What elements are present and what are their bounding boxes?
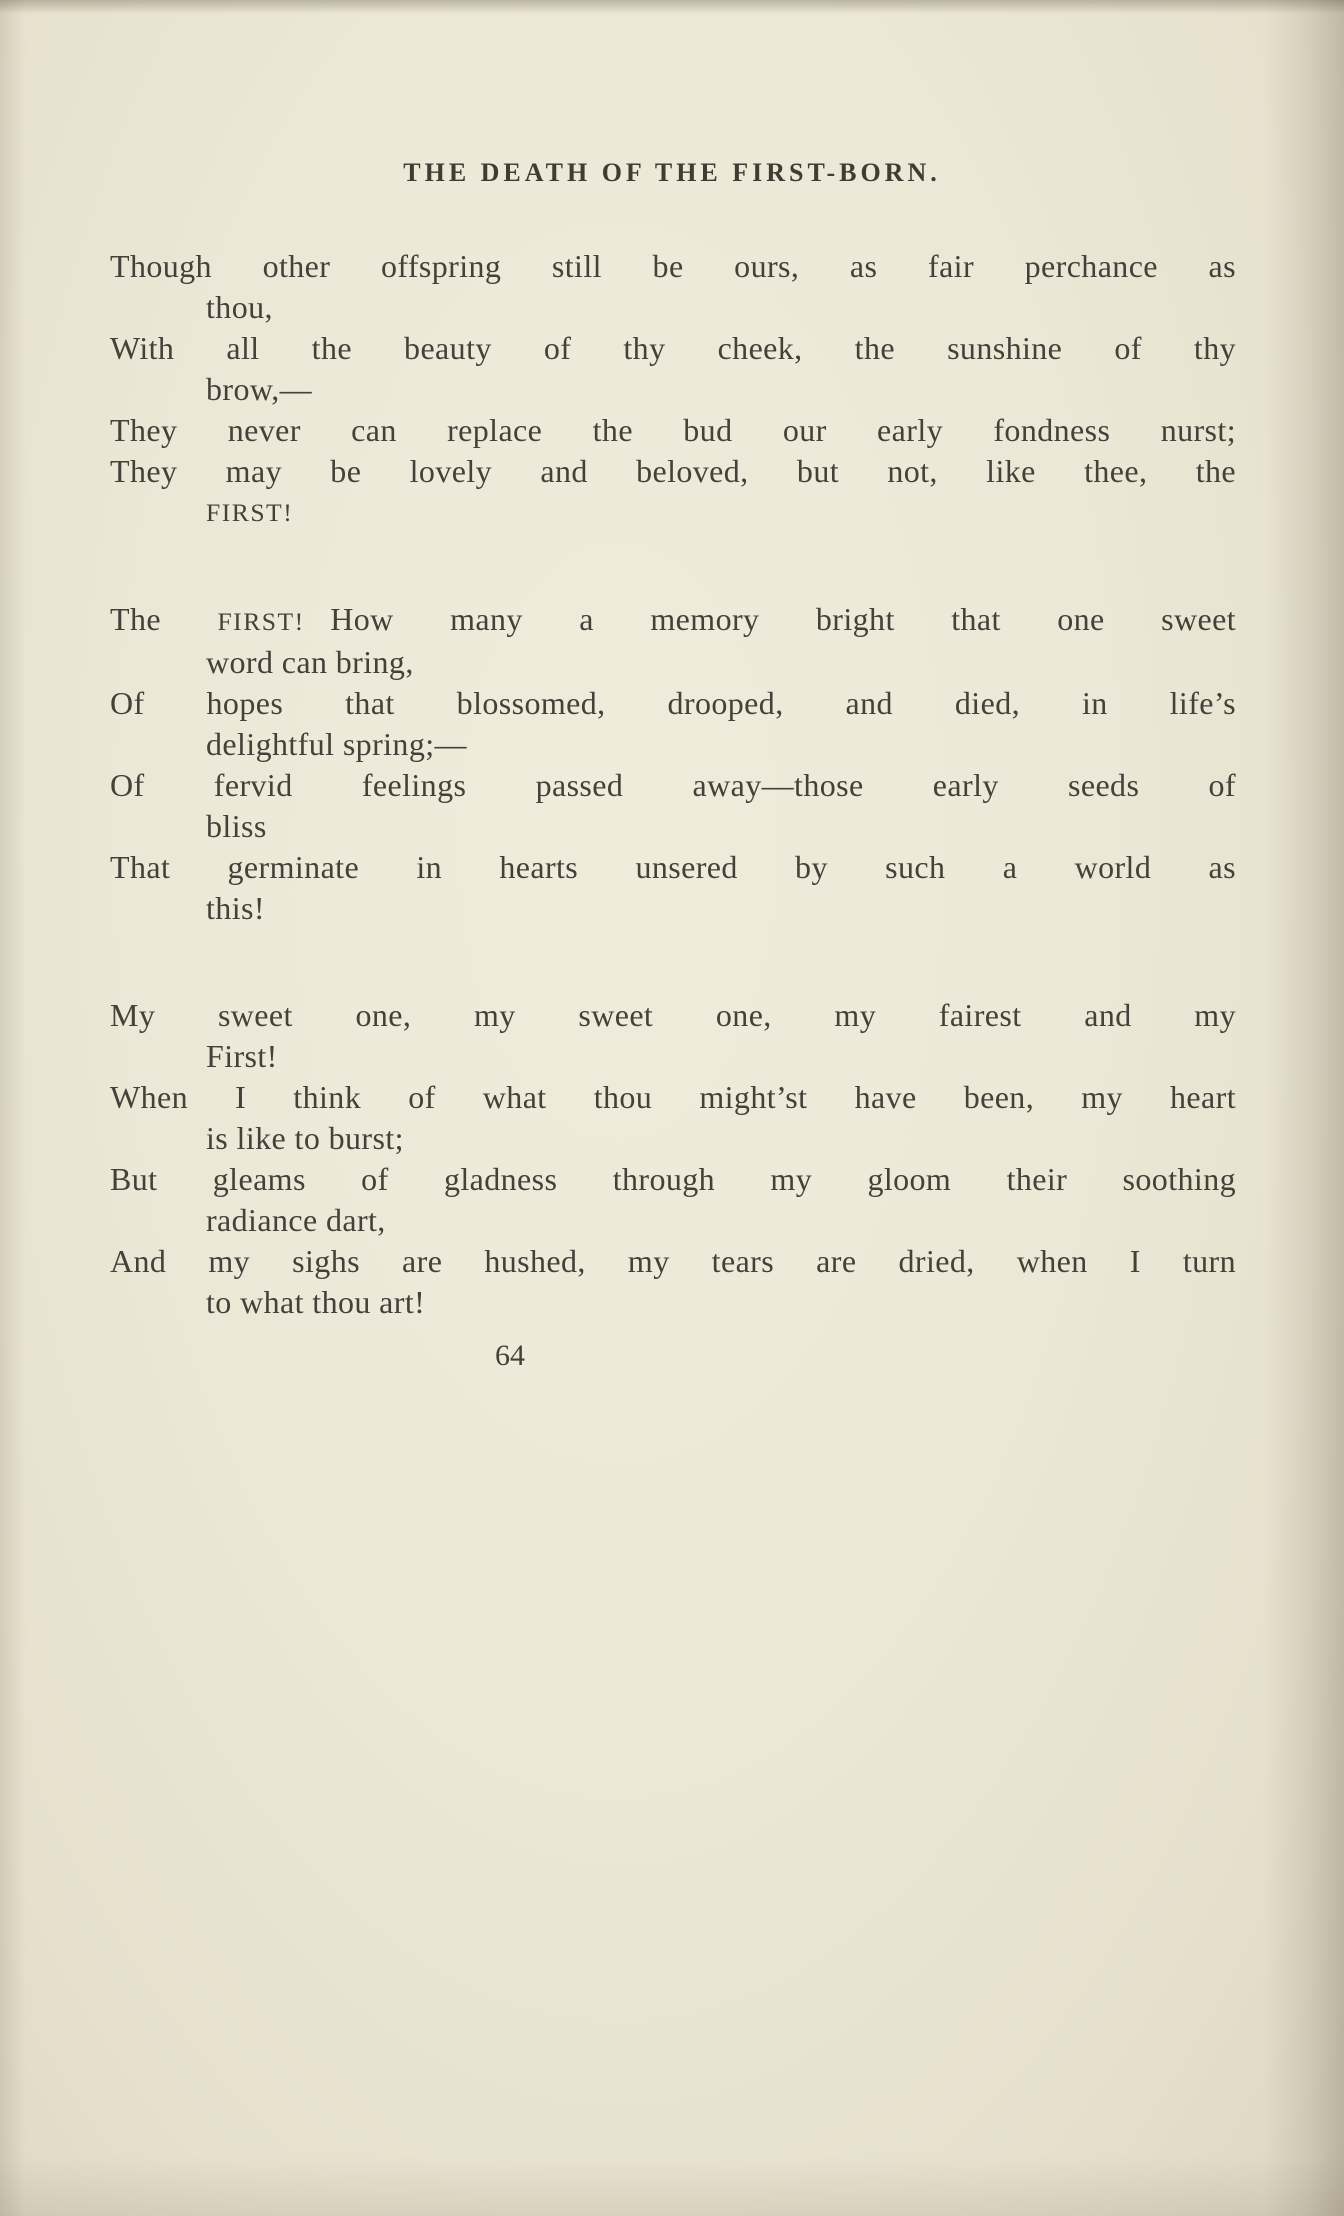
poem-text: The bbox=[110, 601, 218, 637]
poem-line: But gleams of gladness through my gloom their soothing bbox=[110, 1161, 1236, 1197]
page-header: THE DEATH OF THE FIRST-BORN. bbox=[403, 158, 941, 187]
page-edge-shadow-left bbox=[0, 0, 26, 2216]
poem-line: First! bbox=[206, 1038, 278, 1074]
poem-line: FIRST! bbox=[206, 498, 294, 527]
stanza-1 bbox=[110, 246, 1236, 533]
page-edge-shadow-right bbox=[1264, 0, 1344, 2216]
stanza-3 bbox=[110, 995, 1236, 1323]
poem-line: brow,— bbox=[206, 371, 313, 407]
poem-line bbox=[110, 599, 1236, 642]
poem-line: That germinate in hearts unsered by such a world as bbox=[110, 849, 1236, 885]
poem bbox=[110, 246, 1236, 1323]
poem-line: bliss bbox=[206, 808, 267, 844]
poem-line: delightful spring;— bbox=[206, 726, 467, 762]
poem-line: When I think of what thou might’st have been, my heart bbox=[110, 1079, 1236, 1115]
poem-line: is like to burst; bbox=[206, 1120, 404, 1156]
poem-line: My sweet one, my sweet one, my fairest and my bbox=[110, 997, 1236, 1033]
poem-line: And my sighs are hushed, my tears are dried, when I turn bbox=[110, 1243, 1236, 1279]
poem-text-smallcaps: FIRST! bbox=[217, 607, 305, 636]
poem-line: Of fervid feelings passed away—those early seeds of bbox=[110, 767, 1236, 803]
poem-line: word can bring, bbox=[206, 644, 414, 680]
page-edge-shadow-bottom bbox=[0, 2156, 1344, 2216]
poem-line: Though other offspring still be ours, as fair perchance as bbox=[110, 248, 1236, 284]
poem-line: radiance dart, bbox=[206, 1202, 386, 1238]
poem-line: this! bbox=[206, 890, 265, 926]
page-number: 64 bbox=[495, 1339, 525, 1372]
poem-line: to what thou art! bbox=[206, 1284, 426, 1320]
poem-line: With all the beauty of thy cheek, the sunshine of thy bbox=[110, 330, 1236, 366]
poem-line: They may be lovely and beloved, but not, like thee, the bbox=[110, 453, 1236, 489]
poem-line: They never can replace the bud our early fondness nurst; bbox=[110, 412, 1236, 448]
poem-line: Of hopes that blossomed, drooped, and died, in life’s bbox=[110, 685, 1236, 721]
stanza-2 bbox=[110, 599, 1236, 929]
poem-text: How many a memory bright that one sweet bbox=[330, 601, 1236, 637]
poem-line: thou, bbox=[206, 289, 273, 325]
